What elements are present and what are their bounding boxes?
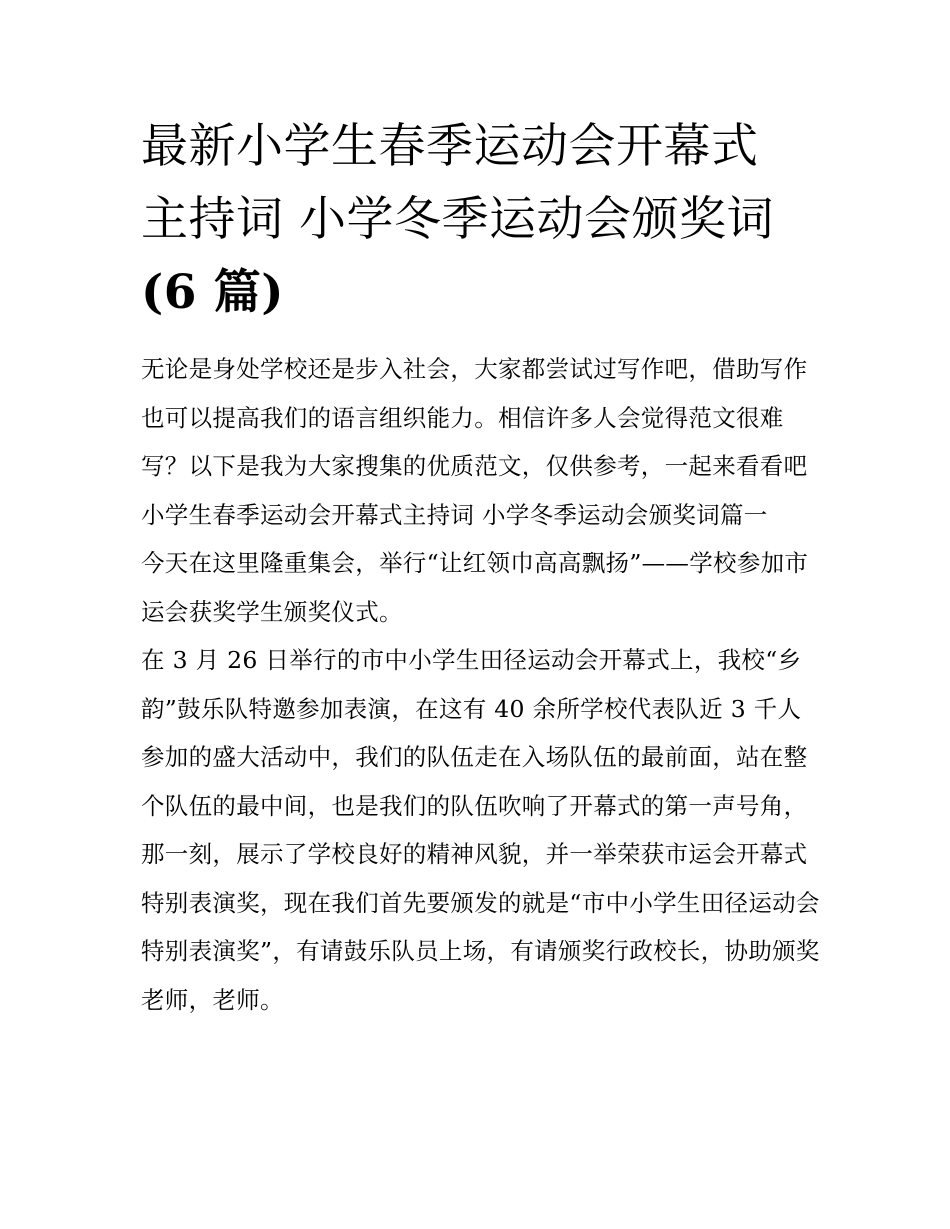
title-line: 最新小学生春季运动会开幕式: [141, 119, 759, 174]
intro-paragraph: 无论是身处学校还是步入社会，大家都尝试过写作吧，借助写作也可以提高我们的语言组织能力。相信许多人会觉得范文很难写？以下是我为大家搜集的优质范文，仅供参考，一起来看看吧: [141, 355, 808, 480]
document-page: [141, 110, 821, 1024]
body-paragraph: 在 3 月 26 日举行的市中小学生田径运动会开幕式上，我校“乡韵”鼓乐队特邀参加表演，在这有 40 余所学校代表队近 3 千人参加的盛大活动中，我们的队伍走在入场队伍的最前面，站在整个队伍的最中间，也是我们的队伍吹响了开幕式的第一声号角，那一刻，展示了学校良好的精神风貌，并一举荣获市运会开幕式特别表演奖，现在我们首先要颁发的就是“市中小学生田径运动会特别表演奖”，有请鼓乐队员上场，有请颁奖行政校长，协助颁奖老师，老师。: [141, 646, 820, 1014]
section-heading: 小学生春季运动会开幕式主持词 小学冬季运动会颁奖词篇一: [141, 500, 768, 529]
title-count: (6 篇): [141, 265, 285, 320]
body-paragraph: 今天在这里隆重集会，举行“让红领巾高高飘扬”——学校参加市运会获奖学生颁奖仪式。: [141, 549, 809, 626]
document-title: [141, 110, 821, 329]
title-line: 主持词 小学冬季运动会颁奖词: [141, 192, 774, 247]
document-body: [141, 345, 821, 1024]
